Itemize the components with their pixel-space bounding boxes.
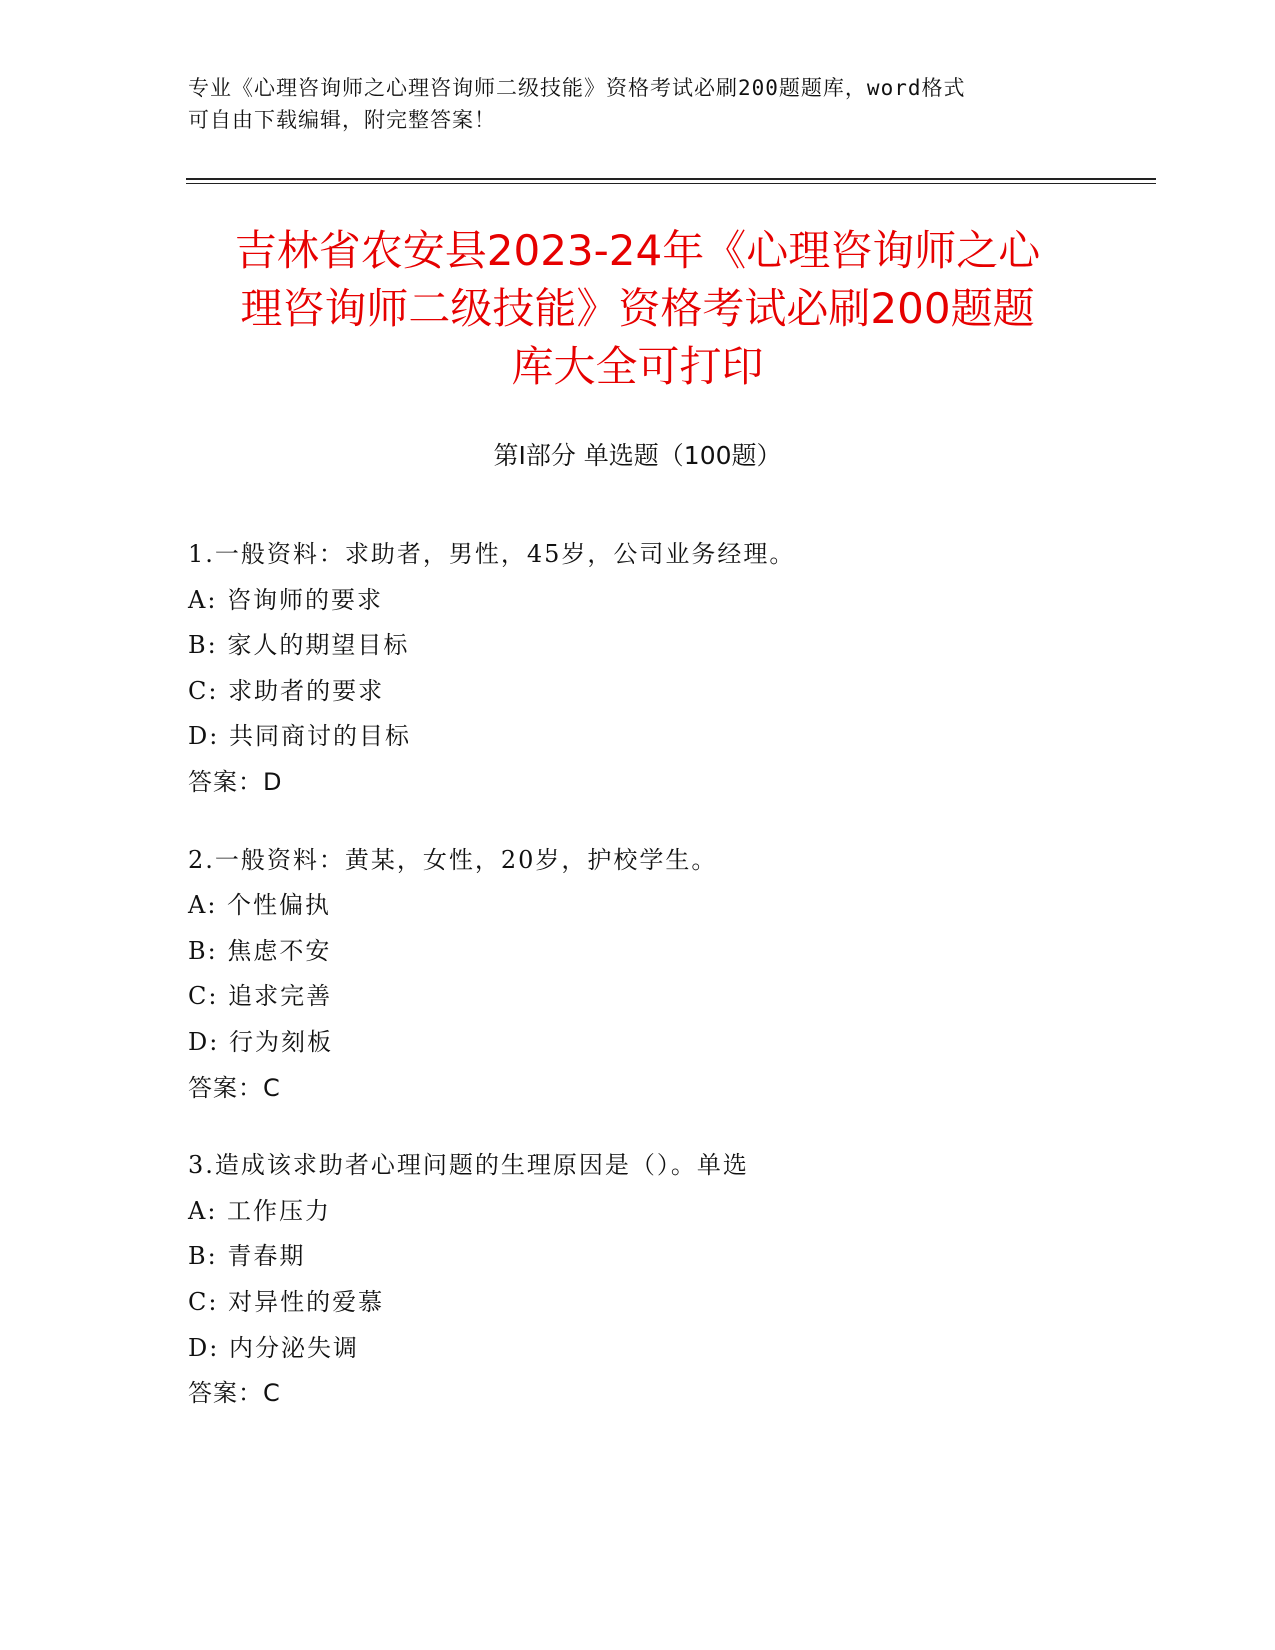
question-2 bbox=[188, 838, 1088, 1112]
option-c: C: 求助者的要求 bbox=[188, 676, 385, 705]
option-d: D: 内分泌失调 bbox=[188, 1333, 359, 1362]
option-a: A: 工作压力 bbox=[188, 1196, 332, 1225]
intro-line-2: 可自由下载编辑，附完整答案！ bbox=[188, 108, 496, 132]
divider-thick bbox=[186, 178, 1156, 180]
option-c: C: 对异性的爱慕 bbox=[188, 1287, 385, 1316]
option-c: C: 追求完善 bbox=[188, 982, 333, 1011]
option-b: B: 家人的期望目标 bbox=[188, 631, 410, 660]
question-stem: 3.造成该求助者心理问题的生理原因是（）。单选 bbox=[188, 1151, 749, 1180]
section-heading: 第I部分 单选题（100题） bbox=[493, 441, 782, 470]
question-1 bbox=[188, 532, 1088, 806]
option-a: A: 咨询师的要求 bbox=[188, 585, 384, 614]
option-b: B: 焦虑不安 bbox=[188, 936, 332, 965]
question-list bbox=[188, 532, 1088, 1449]
option-d: D: 共同商讨的目标 bbox=[188, 722, 411, 751]
option-d: D: 行为刻板 bbox=[188, 1027, 333, 1056]
intro-line-1: 专业《心理咨询师之心理咨询师二级技能》资格考试必刷200题题库，word格式 bbox=[188, 76, 966, 100]
document-title bbox=[150, 222, 1125, 396]
option-b: B: 青春期 bbox=[188, 1242, 306, 1271]
answer: 答案：C bbox=[188, 1379, 281, 1408]
title-line-3: 库大全可打印 bbox=[511, 342, 764, 391]
question-stem: 2.一般资料：黄某，女性，20岁，护校学生。 bbox=[188, 845, 718, 874]
title-line-2: 理咨询师二级技能》资格考试必刷200题题 bbox=[240, 284, 1035, 333]
question-3 bbox=[188, 1143, 1088, 1417]
answer: 答案：D bbox=[188, 767, 283, 796]
title-line-1: 吉林省农安县2023-24年《心理咨询师之心 bbox=[234, 226, 1041, 275]
question-stem: 1.一般资料：求助者，男性，45岁，公司业务经理。 bbox=[188, 540, 796, 568]
divider-thin bbox=[186, 183, 1156, 184]
option-a: A: 个性偏执 bbox=[188, 891, 332, 920]
answer: 答案：C bbox=[188, 1073, 281, 1102]
intro-text bbox=[188, 72, 1088, 136]
